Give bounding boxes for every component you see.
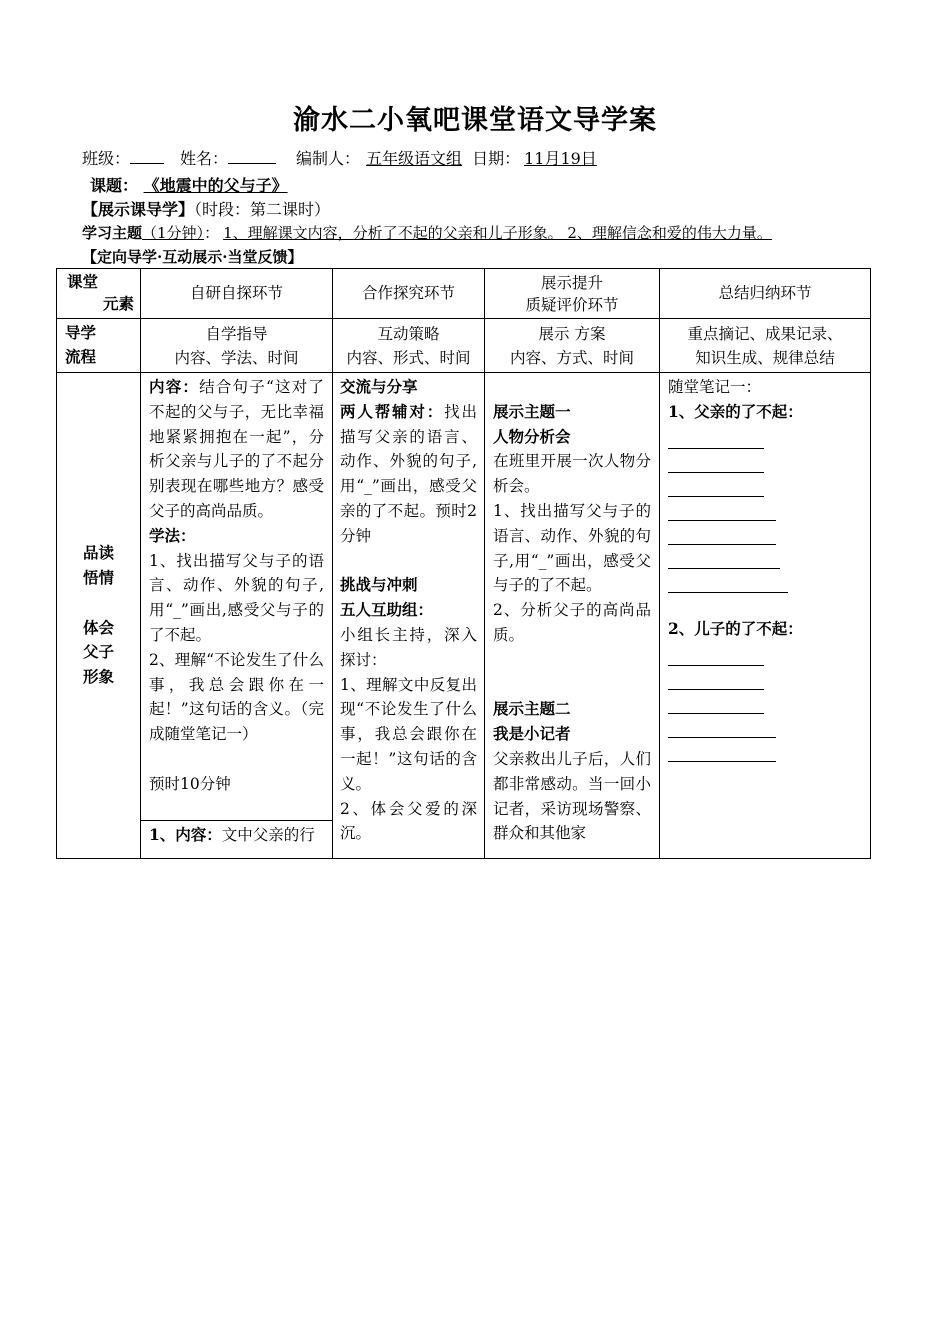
subheader-row	[57, 319, 871, 373]
note-blank[interactable]	[668, 690, 764, 714]
editor-label: 编制人：	[296, 149, 361, 168]
document-title: 渝水二小氧吧课堂语文导学案	[293, 105, 657, 136]
content-row	[57, 373, 871, 821]
header-summary: 总结归纳环节	[660, 269, 871, 319]
section-bracket: 【展示课导学】	[82, 200, 195, 219]
note-blank[interactable]	[668, 449, 764, 473]
note-blank[interactable]	[668, 642, 764, 666]
theme-label: 学习主题	[82, 224, 143, 242]
header-display: 展示提升 质疑评价环节	[485, 269, 660, 319]
topic-label: 课题：	[90, 176, 139, 195]
class-label: 班级：	[82, 149, 131, 168]
sub-cooperation: 互动策略 内容、形式、时间	[333, 319, 485, 373]
note-blank[interactable]	[668, 497, 776, 521]
note-blank[interactable]	[668, 738, 776, 762]
name-label: 姓名：	[180, 149, 229, 168]
theme-content: 1、理解课文内容，分析了不起的父亲和儿子形象。 2、理解信念和爱的伟大力量。	[223, 224, 772, 242]
col-display: 展示主题一 人物分析会 在班里开展一次人物分析会。 1、找出描写父与子的语言、动作、外貌的句子,用“_”画出，感受父与子的了不起。 2、分析父子的高尚品质。 展示主题二 我是小记者 父亲救出儿子后，人们都非常感动。当一回小记者，采访现场警察、群众和其他家	[485, 373, 660, 859]
editor-value: 五年级语文组	[366, 149, 463, 168]
note-blank[interactable]	[668, 425, 764, 449]
section-note: （时段：第二课时）	[194, 200, 331, 219]
self-study-time: 预时10分钟	[149, 774, 231, 793]
theme-line	[82, 222, 778, 243]
col-summary: 随堂笔记一： 1、父亲的了不起： 2、儿子的了不起：	[660, 373, 871, 859]
note-blank[interactable]	[668, 473, 764, 497]
col-self-study-next: 1、内容：文中父亲的行	[141, 821, 333, 859]
name-blank[interactable]	[228, 147, 276, 164]
note-blank[interactable]	[668, 521, 776, 545]
class-blank[interactable]	[130, 147, 164, 164]
topic-value: 《地震中的父与子》	[143, 176, 288, 195]
info-line	[82, 146, 601, 169]
note-blank[interactable]	[668, 714, 776, 738]
theme-time: （1分钟）	[142, 224, 205, 242]
side-label: 品读 悟情 体会 父子 形象	[57, 373, 141, 859]
header-row	[57, 269, 871, 319]
note-blank[interactable]	[668, 545, 780, 569]
guide-table	[56, 268, 871, 859]
date-value: 11月19日	[524, 149, 597, 168]
section-line	[82, 197, 330, 220]
note-blank[interactable]	[668, 666, 764, 690]
flow-title: 【定向导学·互动展示·当堂反馈】	[82, 248, 303, 266]
header-cooperation: 合作探究环节	[333, 269, 485, 319]
corner-bottom: 导学 流程	[57, 319, 141, 373]
theme-colon: ：	[204, 224, 220, 242]
col-self-study: 内容：结合句子“这对了不起的父与子，无比幸福地紧紧拥抱在一起”，分析父亲与儿子的了不起分别表现在哪些地方？感受父子的高尚品质。 学法： 1、找出描写父与子的语言、动作、外貌的句子,用“_”画出,感受父与子的了不起。 2、理解“不论发生了什么事，我总会跟你在一起！”这句话的含义。（完成随堂笔记一） 预时10分钟	[141, 373, 333, 821]
note-blank[interactable]	[668, 569, 788, 593]
col-cooperation: 交流与分享 两人帮辅对：找出描写父亲的语言、动作、外貌的句子,用“_”画出，感受父亲的了不起。预时2分钟 挑战与冲刺 五人互助组： 小组长主持，深入探讨： 1、理解文中反复出现“不论发生了什么事，我总会跟你在一起！”这句话的含义。 2、体会父爱的深沉。	[333, 373, 485, 859]
header-self-study: 自研自探环节	[141, 269, 333, 319]
sub-display: 展示 方案 内容、方式、时间	[485, 319, 660, 373]
corner-top: 课堂 元素	[57, 269, 141, 319]
topic-line	[90, 173, 302, 196]
sub-self-study: 自学指导 内容、学法、时间	[141, 319, 333, 373]
date-label: 日期：	[472, 149, 521, 168]
sub-summary: 重点摘记、成果记录、 知识生成、规律总结	[660, 319, 871, 373]
